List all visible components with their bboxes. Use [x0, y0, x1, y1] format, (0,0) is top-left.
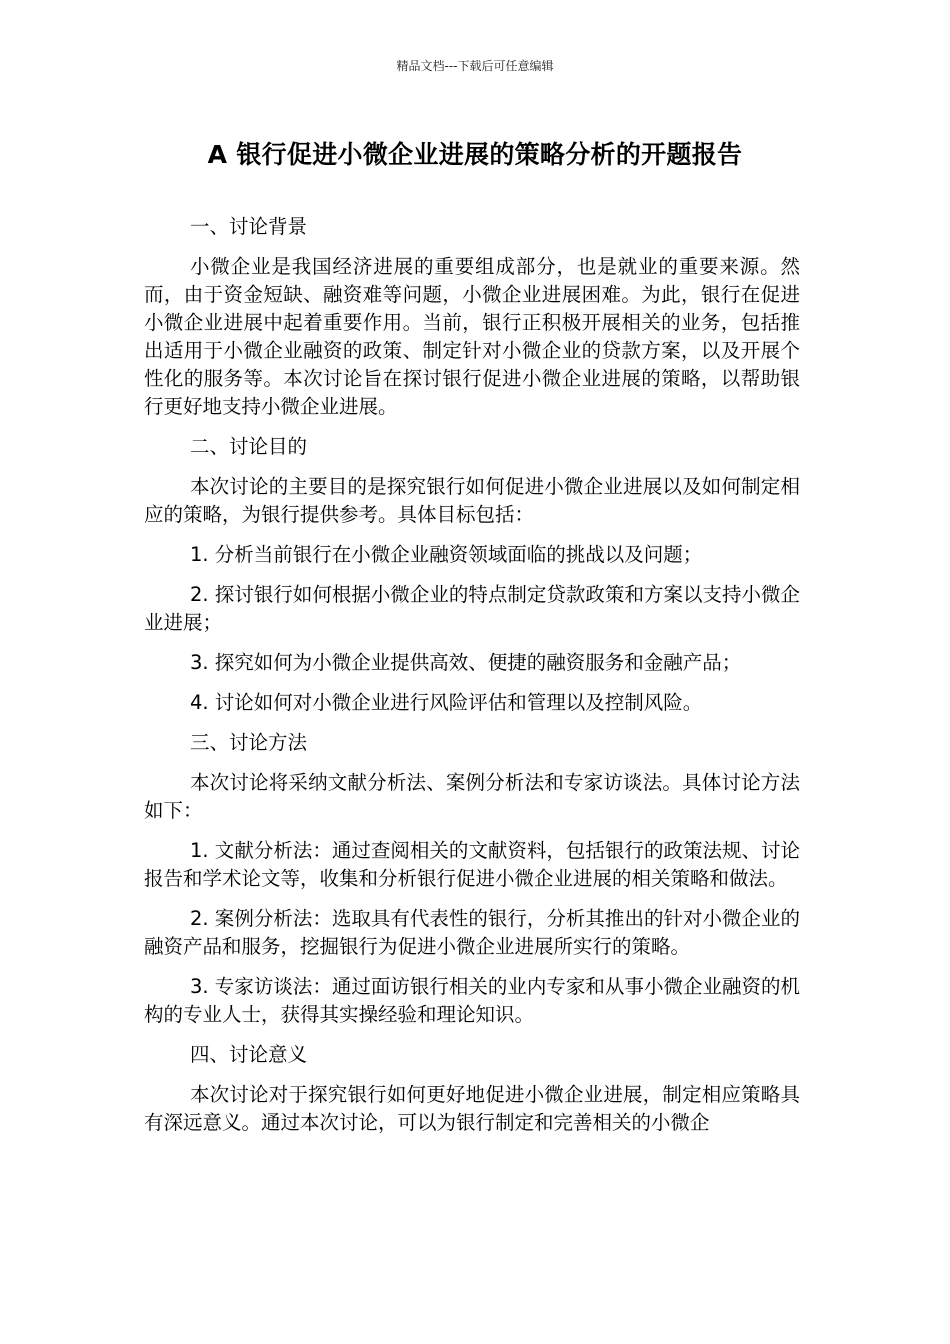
section-heading-method: 三、讨论方法 — [190, 731, 308, 754]
section-heading-significance: 四、讨论意义 — [190, 1043, 308, 1066]
paragraph-method: 本次讨论将采纳文献分析法、案例分析法和专家访谈法。具体讨论方法如下： — [144, 771, 800, 822]
paragraph-significance: 本次讨论对于探究银行如何更好地促进小微企业进展，制定相应策略具有深远意义。通过本次讨论，可以为银行制定和完善相关的小微企 — [144, 1083, 800, 1134]
list-item-method-3: 3. 专家访谈法：通过面访银行相关的业内专家和从事小微企业融资的机构的专业人士，获得其实操经验和理论知识。 — [144, 975, 800, 1026]
list-item-method-2: 2. 案例分析法：选取具有代表性的银行，分析其推出的针对小微企业的融资产品和服务，挖掘银行为促进小微企业进展所实行的策略。 — [144, 907, 800, 958]
list-item-purpose-3: 3. 探究如何为小微企业提供高效、便捷的融资服务和金融产品； — [190, 651, 742, 674]
list-item-purpose-1: 1. 分析当前银行在小微企业融资领域面临的挑战以及问题； — [190, 543, 703, 566]
paragraph-background: 小微企业是我国经济进展的重要组成部分，也是就业的重要来源。然而，由于资金短缺、融资难等问题，小微企业进展困难。为此，银行在促进小微企业进展中起着重要作用。当前，银行正积极开展相关的业务，包括推出适用于小微企业融资的政策、制定针对小微企业的贷款方案，以及开展个性化的服务等。本次讨论旨在探讨银行促进小微企业进展的策略，以帮助银行更好地支持小微企业进展。 — [144, 255, 800, 418]
document-title: A 银行促进小微企业进展的策略分析的开题报告 — [207, 140, 743, 169]
list-item-method-1: 1. 文献分析法：通过查阅相关的文献资料，包括银行的政策法规、讨论报告和学术论文等，收集和分析银行促进小微企业进展的相关策略和做法。 — [144, 839, 800, 890]
header-note: 精品文档---下载后可任意编辑 — [396, 59, 554, 73]
section-heading-background: 一、讨论背景 — [190, 215, 308, 238]
document-body — [144, 213, 800, 1149]
list-item-purpose-4: 4. 讨论如何对小微企业进行风险评估和管理以及控制风险。 — [190, 691, 703, 714]
list-item-purpose-2: 2. 探讨银行如何根据小微企业的特点制定贷款政策和方案以支持小微企业进展； — [144, 583, 800, 634]
paragraph-purpose: 本次讨论的主要目的是探究银行如何促进小微企业进展以及如何制定相应的策略，为银行提供参考。具体目标包括： — [144, 475, 800, 526]
section-heading-purpose: 二、讨论目的 — [190, 435, 308, 458]
